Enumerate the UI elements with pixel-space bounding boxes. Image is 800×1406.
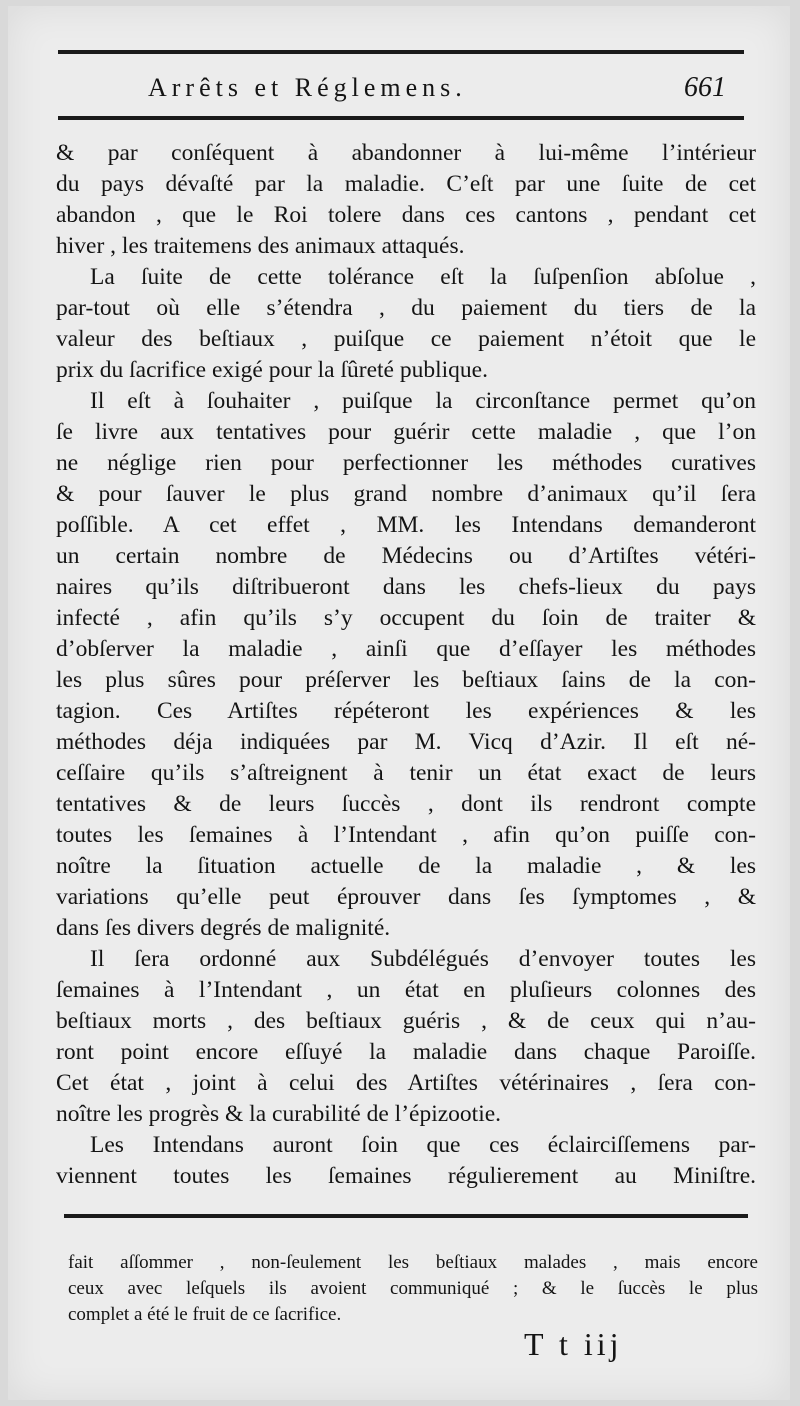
text-line: tentatives & de leurs ſuccès , dont ils rendront compte [56, 791, 756, 817]
footnote-rule [64, 1214, 748, 1218]
page-number: 661 [684, 72, 726, 103]
text-line: ſemaines à l’Intendant , un état en pluſieurs colonnes des [56, 977, 756, 1003]
text-line: naires qu’ils diſtribueront dans les chefs-lieux du pays [56, 574, 756, 600]
footnote [68, 1250, 758, 1328]
text-line: noître les progrès & la curabilité de l’épizootie. [56, 1101, 502, 1127]
text-line: ceſſaire qu’ils s’aſtreignent à tenir un état exact de leurs [56, 760, 756, 786]
text-line: valeur des beſtiaux , puiſque ce paiement n’étoit que le [56, 326, 756, 352]
text-line: Les Intendans auront ſoin que ces éclairciſſemens par- [90, 1132, 756, 1158]
text-line: Cet état , joint à celui des Artiſtes vétérinaires , ſera con- [56, 1070, 756, 1096]
text-line: méthodes déja indiquées par M. Vicq d’Azir. Il eſt né- [56, 729, 756, 755]
text-line: tagion. Ces Artiſtes répéteront les expériences & les [56, 698, 756, 724]
text-line: infecté , afin qu’ils s’y occupent du ſoin de traiter & [56, 605, 756, 631]
text-line: beſtiaux morts , des beſtiaux guéris , & de ceux qui n’au- [56, 1008, 756, 1034]
text-line: variations qu’elle peut éprouver dans ſes ſymptomes , & [56, 884, 756, 910]
text-line: toutes les ſemaines à l’Intendant , afin qu’on puiſſe con- [56, 822, 756, 848]
text-line: ſe livre aux tentatives pour guérir cette maladie , que l’on [56, 419, 756, 445]
text-line: abandon , que le Roi tolere dans ces cantons , pendant cet [56, 202, 756, 228]
footnote-line: fait aſſommer , non-ſeulement les beſtiaux malades , mais encore [68, 1252, 758, 1273]
text-line: les plus sûres pour préſerver les beſtiaux ſains de la con- [56, 667, 756, 693]
text-line: & pour ſauver le plus grand nombre d’animaux qu’il ſera [56, 481, 756, 507]
text-line: hiver , les traitemens des animaux attaqués. [56, 233, 465, 259]
text-line: par-tout où elle s’étendra , du paiement du tiers de la [56, 295, 756, 321]
text-line: dans ſes divers degrés de malignité. [56, 915, 391, 941]
top-rule [58, 50, 744, 54]
text-line: d’obſerver la maladie , ainſi que d’eſſayer les méthodes [56, 636, 756, 662]
running-header: Arrêts et Réglemens. [148, 73, 467, 102]
footnote-line: ceux avec leſquels ils avoient communiqué ; & le ſuccès le plus [68, 1278, 758, 1299]
text-line: du pays dévaſté par la maladie. C’eſt par une ſuite de cet [56, 171, 756, 197]
text-line: prix du ſacrifice exigé pour la ſûreté publique. [56, 357, 488, 383]
text-line: ne néglige rien pour perfectionner les méthodes curatives [56, 450, 756, 476]
main-text [56, 138, 756, 1192]
text-line: Il eſt à ſouhaiter , puiſque la circonſtance permet qu’on [90, 388, 756, 414]
footnote-line: complet a été le fruit de ce ſacrifice. [68, 1304, 342, 1325]
text-line: poſſible. A cet effet , MM. les Intendans demanderont [56, 512, 756, 538]
text-line: noître la ſituation actuelle de la maladie , & les [56, 853, 756, 879]
header-rule [58, 116, 744, 120]
text-line: un certain nombre de Médecins ou d’Artiſtes vétéri- [56, 543, 756, 569]
text-line: viennent toutes les ſemaines régulierement au Miniſtre. [56, 1163, 756, 1189]
book-page [8, 6, 790, 1400]
text-line: & par conſéquent à abandonner à lui-même l’intérieur [56, 140, 756, 166]
text-line: La ſuite de cette tolérance eſt la ſuſpenſion abſolue , [90, 264, 756, 290]
text-line: Il ſera ordonné aux Subdélégués d’envoyer toutes les [90, 946, 756, 972]
signature-mark: T t iij [524, 1326, 623, 1362]
text-line: ront point encore eſſuyé la maladie dans chaque Paroiſſe. [56, 1039, 756, 1065]
